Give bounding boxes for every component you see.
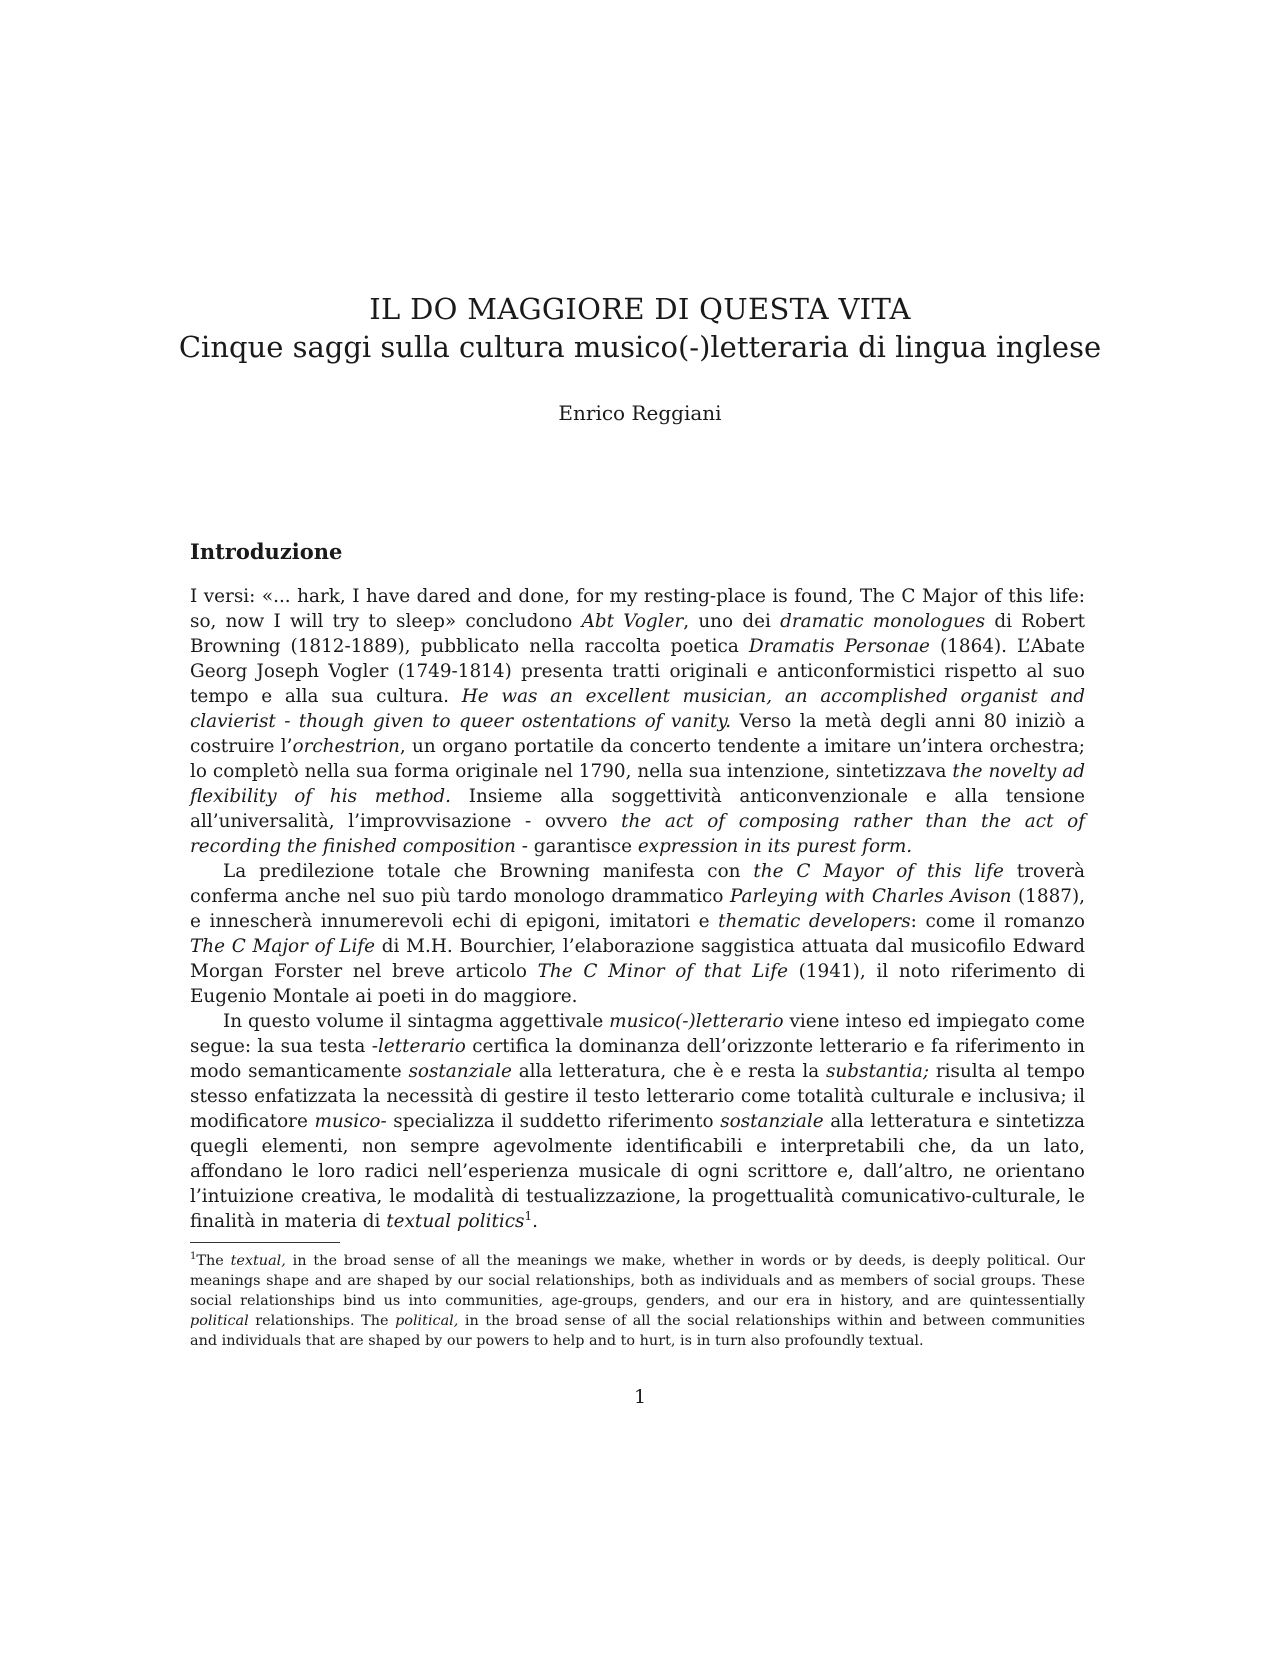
italic-run: the act of composing rather than the act of recording the finished composition [190, 811, 1086, 857]
text-run: The [196, 1253, 231, 1269]
italic-run: political, [395, 1313, 459, 1329]
author-name: Enrico Reggiani [558, 401, 722, 425]
text-run: in the broad sense of all the meanings we make, whether in words or by deeds, is deeply political. Our meanings shape and are shaped by our social relationships, both as individuals and as members of social groups. These social relationships bind us into communities, age-groups, genders, and our era in history, and are quintessentially [190, 1253, 1085, 1309]
text-run: In questo volume il sintagma aggettivale [223, 1011, 610, 1032]
italic-run: dramatic monologues [780, 611, 986, 632]
paragraph-2 [190, 859, 1085, 1009]
italic-run: sostanziale [720, 1111, 824, 1132]
italic-run: expression in its purest form. [637, 836, 913, 857]
title-block [0, 290, 1280, 426]
paragraph-1 [190, 584, 1085, 859]
paragraph-3 [190, 1009, 1085, 1234]
italic-run: The C Minor of that Life [537, 961, 788, 982]
text-run: alla letteratura e sintetizza quegli elementi, non sempre agevolmente identificabili e interpretabili che, da un lato, affondano le loro radici nell’esperienza musicale di ogni scrittore e, dall’altro, ne orientano l’intuizione creativa, le modalità di testualizzazione, la progettualità comunicativo-culturale, le finalità in materia di [190, 1111, 1085, 1232]
section-heading: Introduzione [190, 539, 343, 564]
footnote-marker: 1 [190, 1251, 197, 1263]
footnote-divider [190, 1242, 340, 1243]
text-run: troverà conferma anche nel suo più tardo monologo drammatico [190, 861, 1085, 907]
italic-run: letterario [377, 1036, 466, 1057]
text-run: in the broad sense of all the social relationships within and between communities and individuals that are shaped by our powers to help and to hurt, is in turn also profoundly textual. [190, 1313, 1085, 1349]
footnote-reference[interactable]: 1 [524, 1208, 533, 1223]
page-number: 1 [633, 1386, 647, 1408]
text-run: specializza il suddetto riferimento [386, 1111, 721, 1132]
text-run: (1864). L’Abate Georg Joseph Vogler (1749-1814) presenta tratti originali e anticonformistici rispetto al suo tempo e alla sua cultura. [190, 636, 1085, 707]
text-run: alla letteratura, che è e resta la [511, 1061, 826, 1082]
italic-run: the C Mayor of this life [753, 861, 1004, 882]
italic-run: thematic developers [718, 911, 911, 932]
text-run: (1941), il noto riferimento di Eugenio Montale ai poeti in do maggiore. [190, 961, 1085, 1007]
footnote-1 [190, 1251, 1085, 1351]
text-run: relationships. The [248, 1313, 396, 1329]
text-run: Insieme alla soggettività anticonvenzionale e alla tensione all’universalità, l’improvvisazione - ovvero [190, 786, 1085, 832]
italic-run: textual politics [386, 1211, 525, 1232]
text-run: : come il romanzo [910, 911, 1085, 932]
text-run: La predilezione totale che Browning manifesta con [223, 861, 754, 882]
text-run: I versi: «... hark, I have dared and done, for my resting-place is found, The C Major of this life: so, now I will try to sleep» concludono [190, 586, 1085, 632]
text-run: , un organo portatile da concerto tendente a imitare un’intera orchestra; lo completò nella sua forma originale nel 1790, nella sua intenzione, sintetizzava [190, 736, 1086, 782]
text-run: . [532, 1211, 538, 1232]
italic-run: He was an excellent musician, an accomplished organist and clavierist - though given to queer ostentations of vanity. [190, 686, 1085, 732]
italic-run: Abt Vogler [581, 611, 684, 632]
italic-run: political [190, 1313, 249, 1329]
text-run: - garantisce [515, 836, 638, 857]
text-run: (1887), e innescherà innumerevoli echi di epigoni, imitatori e [190, 886, 1085, 932]
italic-run: textual, [230, 1253, 286, 1269]
italic-run: Dramatis Personae [748, 636, 930, 657]
text-run: risulta al tempo stesso enfatizzata la necessità di gestire il testo letterario come totalità culturale e inclusiva; il modificatore [190, 1061, 1086, 1132]
book-subtitle: Cinque saggi sulla cultura musico(-)letteraria di lingua inglese [178, 330, 1102, 364]
book-title: IL DO MAGGIORE DI QUESTA VITA [369, 292, 911, 326]
italic-run: orchestrion [292, 736, 400, 757]
text-run: Verso la metà degli anni 80 iniziò a costruire l’ [190, 711, 1085, 757]
italic-run: musico(-)letterario [609, 1011, 784, 1032]
text-run: certifica la dominanza dell’orizzonte letterario e fa riferimento in modo semanticamente [190, 1036, 1085, 1082]
italic-run: substantia; [825, 1061, 930, 1082]
italic-run: Parleying with Charles Avison [729, 886, 1012, 907]
text-run: di M.H. Bourchier, l’elaborazione saggistica attuata dal musicofilo Edward Morgan Forster nel breve articolo [190, 936, 1085, 982]
text-run: di Robert Browning (1812-1889), pubblicato nella raccolta poetica [190, 611, 1085, 657]
italic-run: the novelty ad flexibility of his method. [190, 761, 1086, 807]
text-run: , uno dei [683, 611, 781, 632]
italic-run: musico- [314, 1111, 387, 1132]
main-content [190, 538, 1085, 1351]
italic-run: The C Major of Life [190, 936, 376, 957]
italic-run: sostanziale [408, 1061, 512, 1082]
text-run: viene inteso ed impiegato come segue: la sua testa - [190, 1011, 1086, 1057]
